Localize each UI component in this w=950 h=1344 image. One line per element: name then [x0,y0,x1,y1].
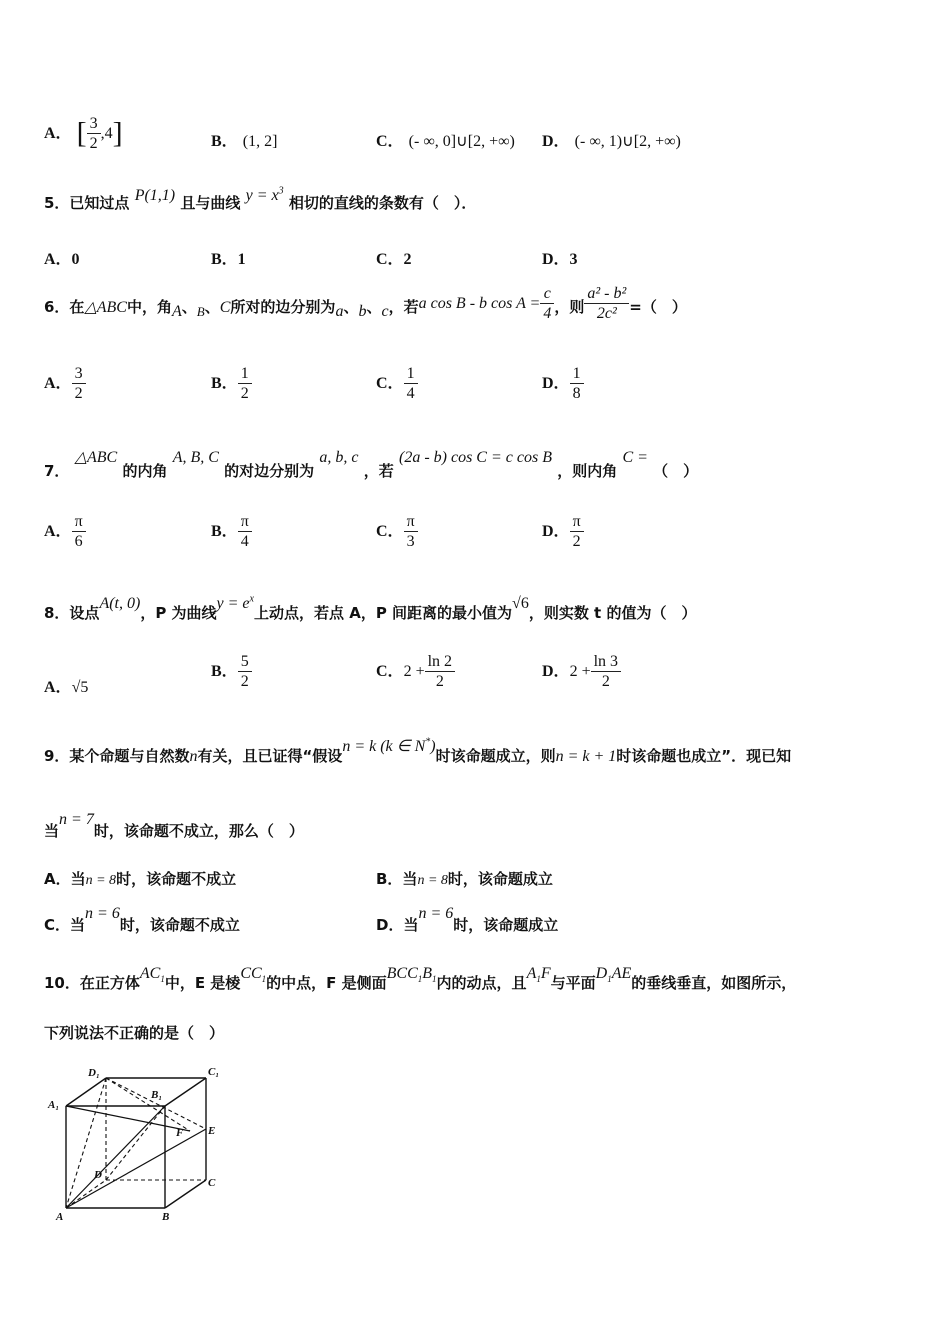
q9-option-b: B．当n = 8时，该命题成立 [376,870,553,888]
q5-stem: 5．已知过点 P(1,1) 且与曲线 $y = x^3$ 相切的直线的条数有（ ）． [44,185,477,212]
q4-option-c: C． (- ∞, 0]∪[2, +∞) [376,133,515,150]
q5-option-d: D．3 [542,251,578,268]
edge-b-c [165,1180,206,1208]
label-b: B [162,1211,170,1223]
q8-option-b: B． $\frac{5}{2}$ [211,652,252,691]
q8-option-d: D．2 + $\frac{\ln 3}{2}$ [542,652,621,691]
left-bracket: [ [76,116,87,150]
q7-stem: 7． △ABC 的内角 A, B, C 的对边分别为 a, b, c ，若 (2a - b) cos C = c cos B ，则内角 C = （ ） [44,449,699,480]
q7-option-b: B． $\frac{\pi}{4}$ [211,512,252,551]
q5-option-c: C．2 [376,251,412,268]
q4-option-d: D． (- ∞, 1)∪[2, +∞) [542,133,681,150]
q7-option-c: C． $\frac{\pi}{3}$ [376,512,418,551]
label-a: A [56,1211,64,1223]
segment-a-b1 [66,1106,165,1208]
q6-option-c: C． $\frac{1}{4}$ [376,364,418,403]
label-a1: A₁ [48,1099,60,1111]
q10-stem-line2: 下列说法不正确的是（ ） [44,1024,225,1042]
label-d: D [94,1169,102,1181]
q7-option-d: D． $\frac{\pi}{2}$ [542,512,584,551]
q8-option-c: C．2 + $\frac{\ln 2}{2}$ [376,652,455,691]
cube-figure [44,1058,234,1228]
label-c: C [208,1177,216,1189]
q8-stem: 8．设点A(t, 0)，P 为曲线$y = e^x$上动点，若点 A，P 间距离的最小值为√6，则实数 t 的值为（ ） [44,593,697,622]
q6-option-a: A． $\frac{3}{2}$ [44,364,86,403]
q6-option-b: B． $\frac{1}{2}$ [211,364,252,403]
q9-option-c: C．当n = 6时，该命题不成立 [44,905,240,934]
q6-cond-fraction: $\frac{c}{4}$ [540,284,554,323]
q4-a-fraction: $\frac{3}{2}$ [87,114,101,153]
label-b1: B₁ [151,1089,163,1101]
q5-option-b: B．1 [211,251,246,268]
label-f: F [176,1127,184,1139]
segment-d1-e [106,1078,206,1129]
label-e: E [208,1125,216,1137]
q6-expr-fraction: $\frac{\text{a² - b²}}{\text{2c²}}$ [584,284,629,323]
q5-option-a: A．0 [44,251,80,268]
q9-option-d: D．当n = 6时，该命题成立 [376,905,559,934]
q6-stem: 6．在△ABC中，角A、B、C所对的边分别为a、b、c，若a cos B - b cos A = $\frac{c}{4}$ ，则 $\frac{\text{a² - b²}}{\text{2c²}}$ =（ ） [44,285,687,322]
q4-option-a: A． [ $\frac{3}{2}$ ,4] [44,115,123,152]
q7-option-a: A． $\frac{\pi}{6}$ [44,512,86,551]
edge-a-d [66,1180,106,1208]
label-c1: C₁ [208,1066,220,1078]
edge-b1-c1 [165,1078,206,1106]
edge-a1-d1 [66,1078,106,1106]
q10-stem: 10．在正方体$AC_1$中，E 是棱$CC_1$的中点，F 是侧面$BCC_1B_1$内的动点，且$A_1F$与平面$D_1AE$的垂线垂直，如图所示， [44,965,797,992]
q4-option-b: B． (1, 2] [211,133,278,150]
right-bracket: ] [112,116,123,150]
q9-stem-line2: 当n = 7时，该命题不成立，那么（ ） [44,811,304,840]
segment-a1-f [66,1106,190,1131]
label-d1: D₁ [88,1067,100,1079]
q6-option-d: D． $\frac{1}{8}$ [542,364,584,403]
q9-stem: 9．某个命题与自然数n有关，且已证得“假设n = k (k ∈ N*)时该命题成立，则n = k + 1时该命题也成立”．现已知 [44,736,792,765]
q9-option-a: A．当n = 8时，该命题不成立 [44,870,237,888]
q8-option-a: A．√5 [44,679,89,696]
